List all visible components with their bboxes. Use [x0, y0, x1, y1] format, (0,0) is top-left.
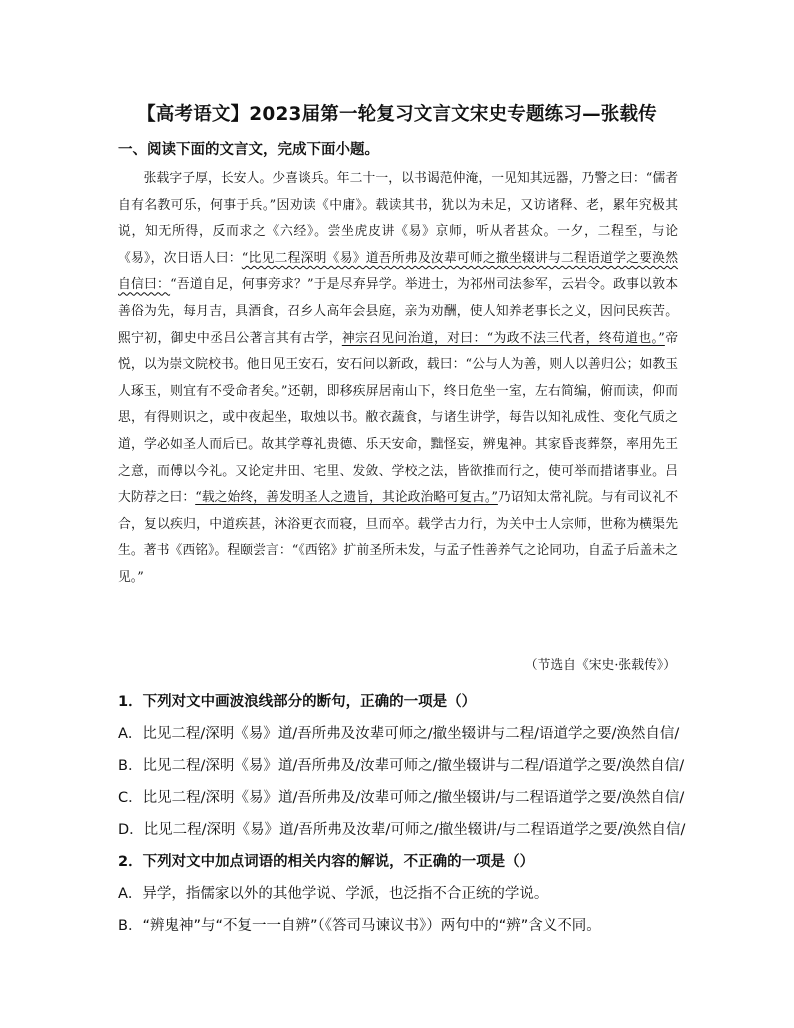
q2-option-a: A．异学，指儒家以外的其他学说、学派，也泛指不合正统的学说。: [118, 886, 549, 902]
page-title: 【高考语文】2023届第一轮复习文言文宋史专题练习—张载传: [137, 104, 657, 125]
passage-text: [118, 166, 678, 592]
q2-option-b: B．“辨鬼神”与“不复一一自辨”（《答司马谏议书》）两句中的“辨”含义不同。: [118, 918, 601, 934]
q1-option-c: C．比见二程/深明《易》道/吾所弗及/汝辈可师之/撤坐辍讲/与二程语道学之要/涣然自信/: [118, 790, 685, 806]
passage-segment: 帝悦，以为崇文院校书。他日见王安石，安石问以新政，载曰：“公与人为善，则人以善归公；如教玉人琢玉，则宜有不受命者矣。”还朝，即移疾屏居南山下，终日危坐一室，左右简编，俯而读，仰而思，有得则识之，或中夜起坐，取烛以书。敝衣蔬食，与诸生讲学，每告以知礼成性、变化气质之道，学必如圣人而后已。故其学尊礼贵德、乐天安命，黜怪妄，辨鬼神。其家昏丧葬祭，率用先王之意，而傅以今礼。又论定井田、宅里、发敛、学校之法，皆欲推而行之，使可举而措诸事业。吕大防荐之曰：: [118, 330, 679, 506]
q1-option-d: D．比见二程/深明《易》道/吾所弗及汝辈/可师之/撤坐辍讲/与二程语道学之要/涣然自信/: [118, 822, 686, 838]
question-2: 2．下列对文中加点词语的相关内容的解说，不正确的一项是（）: [118, 854, 535, 870]
question-1: 1．下列对文中画波浪线部分的断句，正确的一项是（）: [118, 694, 477, 710]
passage-segment: 乃诏知太常礼院。与有司议礼不合，复以疾归，中道疾甚，沐浴更衣而寝，旦而卒。载学古力行，为关中士人宗师，世称为横渠先生。著书《西铭》。程颐尝言：“《西铭》扩前圣所未发，与孟子性善养气之论同功，自孟子后盖未之见。”: [118, 490, 679, 585]
passage-segment: 张载字子厚，长安人。少喜谈兵。年二十一，以书谒范仲淹，一见知其远器，乃警之曰：“儒者自有名教可乐，何事于兵。”因劝读《中庸》。载读其书，犹以为未足，又访诸释、老，累年究极其说，知无所得，反而求之《六经》。尝坐虎皮讲《易》京师，听从者甚众。一夕，二程至，与论《易》，次日语人曰：: [118, 171, 678, 266]
q1-option-a: A．比见二程/深明《易》道/吾所弗及汝辈可师之/撤坐辍讲与二程/语道学之要/涣然自信/: [118, 726, 680, 742]
source-citation: （节选自《宋史·张载传》）: [524, 658, 676, 673]
q1-option-b: B．比见二程/深明《易》道/吾所弗及/汝辈可师之/撤坐辍讲与二程/语道学之要/涣然自信/: [118, 758, 685, 774]
passage-segment: “吾道自足，何事旁求？”于是尽弃异学。举进士，为祁州司法参军，云岩令。政事以敦本善俗为先，每月吉，具酒食，召乡人高年会县庭，亲为劝酬，使人知养老事长之义，因问民疾苦。熙宁初，御史中丞吕公著言其有古学，: [118, 277, 679, 346]
underlined-sentence-2: “载之始终，善发明圣人之遗旨，其论政治略可复古。”: [195, 490, 498, 506]
underlined-sentence-1: 神宗召见问治道，对曰：“为政不法三代者，终苟道也。”: [341, 330, 665, 346]
section-heading: 一、阅读下面的文言文，完成下面小题。: [118, 142, 379, 158]
wavy-underlined-sentence: “比见二程深明《易》道吾所弗及汝辈可师之撤坐辍讲与二程语道学之要涣然自信曰：: [118, 250, 678, 293]
